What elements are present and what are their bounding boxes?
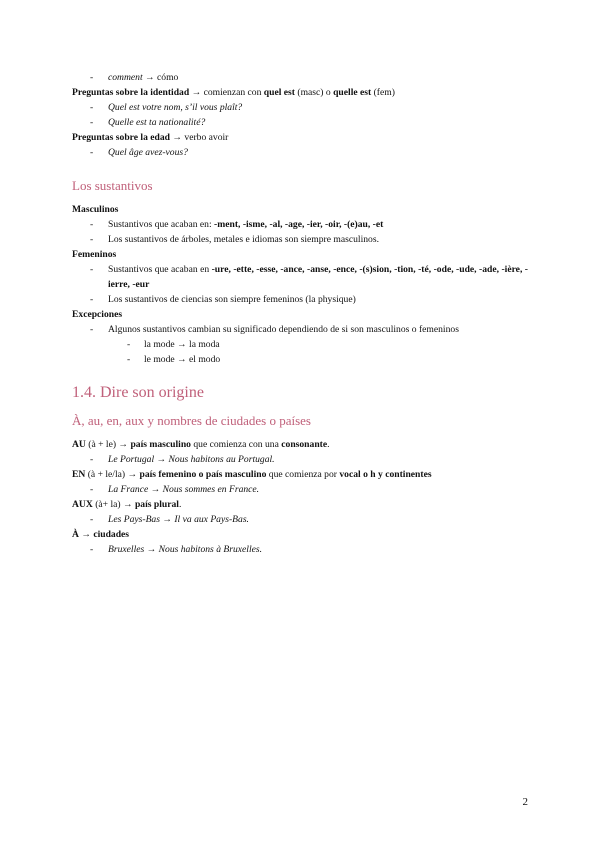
paragraph [72, 467, 528, 482]
section-heading: Los sustantivos [72, 178, 153, 193]
bold-text: país masculino [130, 439, 191, 450]
page-number: 2 [522, 796, 528, 808]
list-item: - Bruxelles → Nous habitons à Bruxelles. [72, 542, 528, 557]
paragraph [72, 497, 528, 512]
paragraph [72, 437, 528, 452]
bold-text: quelle est [333, 87, 372, 98]
arrow: → [172, 132, 182, 143]
list-item [72, 70, 528, 85]
section-heading: À, au, en, aux y nombres de ciudades o países [72, 413, 311, 428]
bold-text: -ure, -ette, -esse, -ance, -anse, -ence, -(s)sion, -tion, -té, -ode, -ude, -ade, -ière, -ierre, -eur [108, 264, 528, 290]
list-item: - la mode → la moda [72, 337, 528, 352]
text: comienzan con [201, 87, 264, 98]
bold-text: país femenino o país masculino [139, 469, 267, 480]
list-item: - Quel est votre nom, s’il vous plaît? [72, 100, 528, 115]
bold-text: AUX [72, 499, 93, 510]
text: . [327, 439, 330, 450]
bold-heading: Preguntas sobre la identidad [72, 87, 190, 98]
list-item: - Algunos sustantivos cambian su significado dependiendo de si son masculinos o femeninos [72, 322, 528, 337]
list-item: - Los sustantivos de árboles, metales e idiomas son siempre masculinos. [72, 232, 528, 247]
list-item: - Quelle est ta nationalité? [72, 115, 528, 130]
list-item [72, 262, 528, 292]
paragraph [72, 85, 528, 100]
text: . [178, 499, 182, 510]
bold-text: vocal o h y continentes [339, 469, 432, 480]
text: Sustantivos que acaban en: [108, 219, 215, 230]
text: (à + le) → [85, 439, 131, 450]
list-item: - Quel âge avez-vous? [72, 145, 528, 160]
subheading: Excepciones [72, 309, 123, 320]
list-item: - Los sustantivos de ciencias son siempre femeninos (la physique) [72, 292, 528, 307]
term: comment [108, 72, 143, 83]
bold-text: país plural [134, 499, 179, 510]
text: que comienza con una [190, 439, 282, 450]
list-item: - le mode → el modo [72, 352, 528, 367]
list-item: - La France → Nous sommes en France. [72, 482, 528, 497]
subheading: Femeninos [72, 249, 117, 260]
subheading: Masculinos [72, 204, 119, 215]
bold-heading: Preguntas sobre la edad [72, 132, 170, 143]
list-item [72, 217, 528, 232]
translation: cómo [154, 72, 179, 83]
arrow: → [191, 87, 202, 98]
chapter-heading: 1.4. Dire son origine [72, 384, 204, 401]
bold-text: consonante [281, 439, 328, 450]
arrow: → [145, 72, 155, 83]
text: (masc) o [294, 87, 334, 98]
bold-text: AU [72, 439, 86, 450]
document-page [72, 70, 528, 557]
paragraph [72, 130, 528, 145]
bold-text: -ment, -isme, -al, -age, -ier, -oir, -(e)au, -et [214, 219, 384, 230]
text: Sustantivos que acaban en [108, 264, 212, 275]
text: que comienza por [266, 469, 340, 480]
bold-text: EN [72, 469, 86, 480]
list-item: - Le Portugal → Nous habitons au Portugal. [72, 452, 528, 467]
text: verbo avoir [182, 132, 229, 143]
text: (à+ la) → [92, 499, 135, 510]
text: (fem) [371, 87, 395, 98]
bold-text: quel est [263, 87, 295, 98]
list-item: - Les Pays-Bas → Il va aux Pays-Bas. [72, 512, 528, 527]
text: (à + le/la) → [85, 469, 140, 480]
subheading: À → ciudades [72, 529, 130, 540]
